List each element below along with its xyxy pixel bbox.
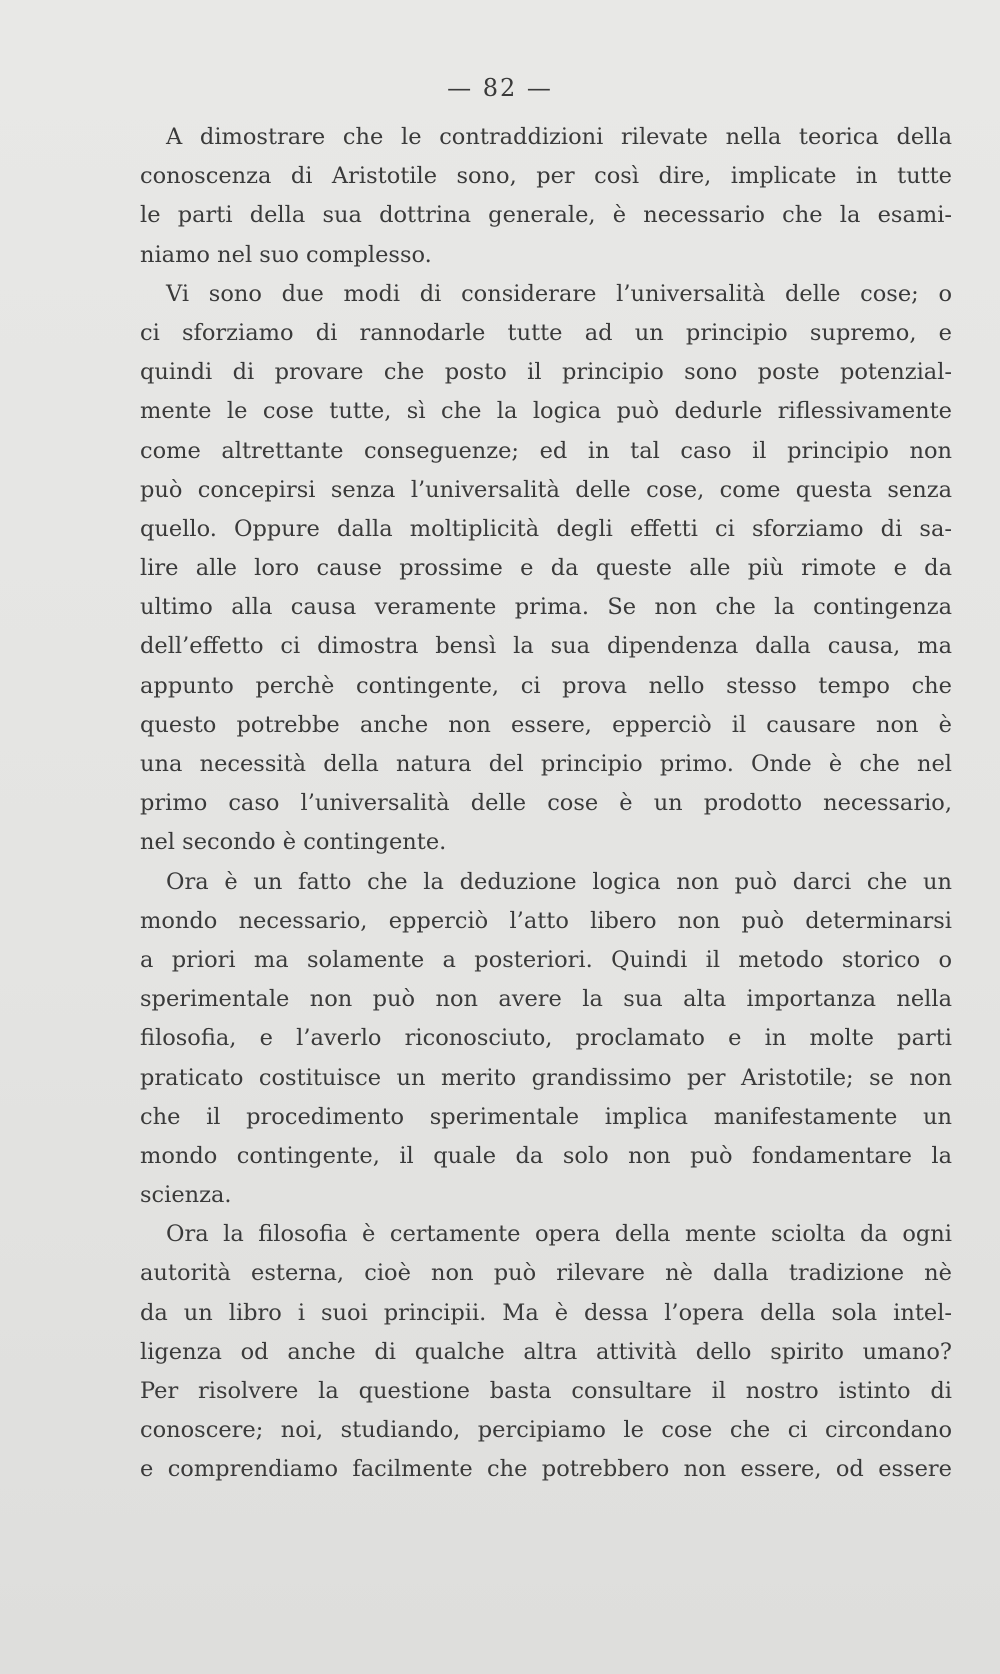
text-line: primo caso l’universalità delle cose è un prodotto necessario, (140, 790, 952, 817)
text-line: ligenza od anche di qualche altra attività dello spirito umano? (140, 1338, 952, 1365)
text-line: a priori ma solamente a posteriori. Quindi il metodo storico o (140, 946, 952, 973)
text-line: A dimostrare che le contraddizioni rilevate nella teorica della (166, 124, 952, 150)
text-line: mondo contingente, il quale da solo non può fondamentare la (140, 1142, 952, 1169)
text-line: Ora è un fatto che la deduzione logica non può darci che un (166, 868, 952, 895)
text-line: Per risolvere la questione basta consultare il nostro istinto di (140, 1378, 952, 1404)
text-line: autorità esterna, cioè non può rilevare nè dalla tradizione nè (140, 1260, 952, 1287)
text-line: Ora la filosofia è certamente opera della mente sciolta da ogni (166, 1221, 952, 1248)
text-line: dell’effetto ci dimostra bensì la sua dipendenza dalla causa, ma (140, 633, 952, 660)
text-line: Vi sono due modi di considerare l’universalità delle cose; o (166, 280, 952, 307)
paragraph-2 (140, 275, 952, 863)
text-line: niamo nel suo complesso. (140, 241, 432, 268)
text-line: e comprendiamo facilmente che potrebbero non essere, od essere (140, 1456, 952, 1483)
text-line: praticato costituisce un merito grandissimo per Aristotile; se non (140, 1064, 952, 1091)
paragraph-4 (140, 1215, 952, 1489)
text-line: quello. Oppure dalla moltiplicità degli effetti ci sforziamo di sa- (140, 515, 952, 542)
text-line: ultimo alla causa veramente prima. Se non che la contingenza (140, 594, 952, 621)
text-line: le parti della sua dottrina generale, è necessario che la esami- (140, 202, 952, 229)
body-text (140, 118, 952, 1490)
text-line: sperimentale non può non avere la sua alta importanza nella (140, 986, 952, 1013)
text-line: quindi di provare che posto il principio sono poste potenzial- (140, 359, 952, 386)
text-line: come altrettante conseguenze; ed in tal caso il principio non (140, 437, 952, 464)
text-line: questo potrebbe anche non essere, epperciò il causare non è (140, 711, 952, 738)
text-line: ci sforziamo di rannodarle tutte ad un principio supremo, e (140, 319, 952, 346)
text-line: che il procedimento sperimentale implica manifestamente un (140, 1103, 952, 1130)
paragraph-3 (140, 863, 952, 1216)
text-line: mente le cose tutte, sì che la logica può dedurle riflessivamente (140, 398, 952, 425)
text-line: da un libro i suoi principii. Ma è dessa l’opera della sola intel- (140, 1299, 952, 1326)
page-number: — 82 — (447, 74, 553, 102)
text-line: può concepirsi senza l’universalità delle cose, come questa senza (140, 476, 952, 503)
text-line: una necessità della natura del principio primo. Onde è che nel (140, 751, 952, 777)
text-line: conoscere; noi, studiando, percipiamo le cose che ci circondano (140, 1417, 952, 1444)
text-line: conoscenza di Aristotile sono, per così dire, implicate in tutte (140, 163, 952, 190)
text-line: mondo necessario, epperciò l’atto libero non può determinarsi (140, 907, 952, 934)
paragraph-1 (140, 118, 952, 275)
text-line: filosofia, e l’averlo riconosciuto, proclamato e in molte parti (140, 1025, 952, 1052)
text-line: lire alle loro cause prossime e da queste alle più rimote e da (140, 555, 952, 582)
text-line: scienza. (140, 1182, 232, 1209)
text-line: nel secondo è contingente. (140, 829, 447, 856)
text-line: appunto perchè contingente, ci prova nello stesso tempo che (140, 672, 952, 699)
